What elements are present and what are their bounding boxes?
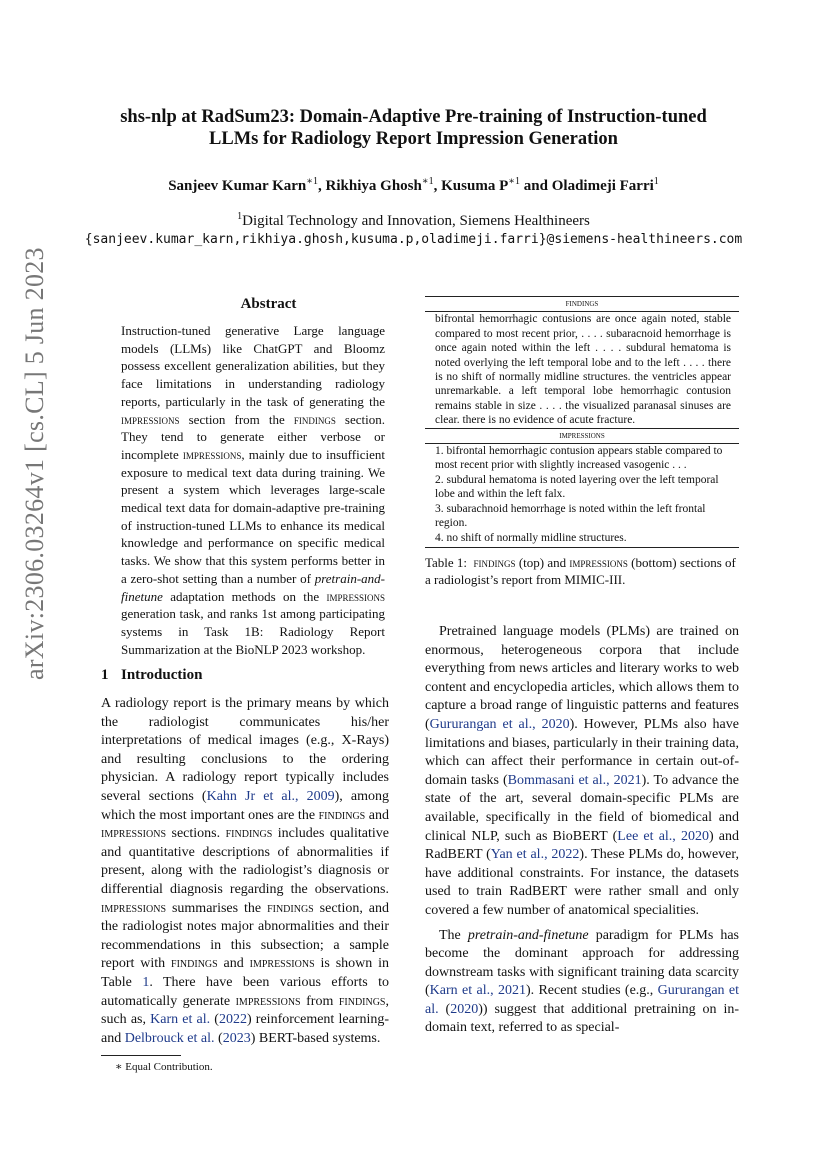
- title-line-2: LLMs for Radiology Report Impression Generation: [209, 129, 618, 149]
- affiliation: [80, 211, 747, 230]
- citation-link[interactable]: Gururangan et al.: [425, 983, 739, 1017]
- abstract-text: , mainly due to insufficient exposure to medical text data during training. We present a system which leverages large-scale medical text data for domain-adaptive pre-training of instruction-tuned LLMs to enhance its medical knowledge and performance on specific medical tasks. We show that this system performs better in a zero-shot setting than a number of: [121, 446, 385, 586]
- intro-text: summarises the: [166, 900, 268, 916]
- abstract-body: [121, 322, 385, 658]
- author-3: Kusuma P: [441, 178, 509, 194]
- caption-term: impressions: [569, 555, 628, 570]
- paragraph: [425, 623, 739, 921]
- citation-link[interactable]: Kahn Jr et al., 2009: [206, 788, 335, 804]
- body-text: ) and RadBERT (: [425, 828, 740, 863]
- body-emphasis: pretrain-and-finetune: [467, 927, 589, 943]
- findings-cell: bifrontal hemorrhagic contusions are once again noted, stable compared to most recent prior, . . . . subaracnoid hemorrhage is once again noted within the left . . . . subdural hematoma is noted overlying the left temporal lobe and to the left . . . . there is no shift of normally midline structures. the ventricles appear unremarkable. a left temporal lobe hemorrhagic contusion remains stable in size . . . . the visualized paranasal sinuses are clear. there is no evidence of acute fracture.: [435, 313, 731, 427]
- impression-item: 1. bifrontal hemorrhagic contusion appears stable compared to most recent prior with slightly increased vasogenic . . .: [435, 445, 723, 472]
- intro-text: ), among which the most important ones are the: [101, 788, 389, 823]
- table-bottom-rule: [425, 547, 739, 548]
- caption-term: findings: [473, 555, 516, 570]
- section-heading-introduction: [101, 667, 202, 684]
- intro-text: includes qualitative and quantitative descriptions of abnormalities if present, along with the radiologist’s diagnosis or differential diagnosis regarding the observations.: [101, 826, 389, 897]
- intro-text: is shown in Table: [101, 956, 389, 990]
- body-text: paradigm for PLMs has become the dominant approach for addressing downstream tasks with significant training data scarcity (: [425, 927, 740, 999]
- intro-term: impressions: [101, 900, 167, 916]
- citation-link[interactable]: Lee et al., 2020: [617, 828, 709, 844]
- abstract-term: impressions: [182, 446, 242, 462]
- author-4: Oladimeji Farri: [551, 178, 654, 194]
- body-text: ). However, PLMs also have limitations and biases, particularly in their training data, which can affect their performance in certain out-of-domain tasks (: [425, 716, 739, 788]
- intro-text: and: [365, 807, 389, 823]
- intro-text: ) BERT-based systems.: [250, 1030, 381, 1046]
- intro-text: ) reinforcement learning- and: [101, 1012, 389, 1046]
- intro-text: (: [214, 1030, 223, 1046]
- citation-link[interactable]: Bommasani et al., 2021: [507, 772, 642, 788]
- citation-link[interactable]: 2020: [450, 1001, 479, 1017]
- footnote: ∗ Equal Contribution.: [115, 1061, 213, 1073]
- arxiv-identifier[interactable]: arXiv:2306.03264v1 [cs.CL] 5 Jun 2023: [20, 247, 49, 680]
- intro-term: findings: [318, 807, 366, 823]
- impression-item: 4. no shift of normally midline structures.: [435, 531, 627, 544]
- citation-link[interactable]: Gururangan et al., 2020: [429, 716, 570, 732]
- abstract-text: Instruction-tuned generative Large language models (LLMs) like ChatGPT and Bloomz possess excellent generalization abilities, but they face limitations in understanding radiology reports, particularly in the task of generating the: [121, 323, 385, 409]
- abstract-term: findings: [293, 411, 336, 427]
- intro-text: A radiology report is the primary means by which the radiologist communicates his/her interpretations of medical images (e.g., X-Rays) and resulting conclusions to the ordering physician. A radiology report typically includes several sections (: [101, 696, 389, 804]
- author-1-mark: ∗1: [306, 176, 319, 187]
- body-text: (: [438, 1001, 451, 1017]
- intro-term: impressions: [101, 826, 167, 842]
- caption-label: Table 1:: [425, 555, 468, 570]
- affiliation-text: Digital Technology and Innovation, Siemens Healthineers: [242, 213, 590, 229]
- table-1: [425, 296, 739, 548]
- paper-title: [80, 106, 747, 150]
- intro-text: section, and the radiologist notes major abnormalities and their recommendations in this subsection; a sample report with: [101, 900, 389, 972]
- body-text: The: [439, 927, 468, 943]
- body-text: )) suggest that additional pretraining on in-domain text, referred to as special-: [425, 1001, 739, 1036]
- abstract-term: impressions: [326, 588, 385, 604]
- introduction-body: [101, 695, 389, 1048]
- body-text: ). To advance the state of the art, several domain-specific PLMs are available, specifically in the field of biomedical and clinical NLP, such as BioBERT (: [425, 772, 739, 844]
- abstract-text: adaptation methods on the: [162, 588, 327, 604]
- author-2: Rikhiya Ghosh: [325, 178, 422, 194]
- body-text: ). These PLMs do, however, have additional constraints. For instance, the datasets used to train RadBERT were rather small and only covered a few number of anatomical specialities.: [425, 847, 739, 918]
- findings-header: findings: [565, 298, 599, 309]
- abstract-text: section. They tend to generate either verbose or incomplete: [121, 411, 385, 462]
- title-line-1: shs-nlp at RadSum23: Domain-Adaptive Pre-training of Instruction-tuned: [120, 107, 707, 127]
- intro-term: findings: [171, 956, 218, 972]
- author-emails[interactable]: {sanjeev.kumar_karn,rikhiya.ghosh,kusuma.p,oladimeji.farri}@siemens-healthineers.com: [84, 232, 743, 247]
- intro-term: findings: [225, 826, 273, 842]
- abstract-term: impressions: [121, 411, 180, 427]
- table-ref-link[interactable]: 1: [142, 974, 150, 990]
- paragraph: [425, 927, 739, 1039]
- caption-text: (top) and: [515, 555, 570, 570]
- author-2-mark: ∗1: [421, 176, 434, 187]
- citation-link[interactable]: Delbrouck et al.: [124, 1030, 215, 1046]
- author-list: Sanjeev Kumar Karn$^{∗1}$, Rikhiya Ghosh$^{∗1}$, Kusuma $P^{∗1}$ and Oladimeji Farri$^1$: [168, 176, 659, 194]
- body-text: ). Recent studies (e.g.,: [525, 983, 658, 999]
- intro-text: from: [300, 993, 339, 1009]
- impression-item: 3. subarachnoid hemorrhage is noted within the left frontal region.: [435, 502, 706, 530]
- intro-text: and: [217, 956, 250, 972]
- citation-link[interactable]: 2022: [218, 1012, 247, 1028]
- right-column-body: [425, 623, 739, 1038]
- abstract-emphasis: pretrain-and-finetune: [121, 570, 385, 604]
- author-conjunction: and: [523, 178, 548, 194]
- impression-item: 2. subdural hematoma is noted layering over the left temporal lobe and within the left falx.: [435, 473, 719, 501]
- intro-term: findings: [338, 993, 386, 1009]
- impressions-header: impressions: [559, 429, 605, 441]
- body-text: Pretrained language models (PLMs) are trained on enormous, heterogeneous corpora that include everything from news articles and literary works to web content and encyclopedia articles, which allows them to capture a broad range of linguistic patterns and features (: [425, 624, 739, 732]
- intro-text: (: [210, 1012, 219, 1028]
- citation-link[interactable]: 2023: [222, 1030, 251, 1046]
- citation-link[interactable]: Yan et al., 2022: [490, 847, 580, 863]
- section-title: Introduction: [121, 667, 203, 683]
- abstract-heading: Abstract: [240, 296, 297, 312]
- author-3-mark: ∗1: [508, 176, 521, 187]
- abstract-text: section from the: [179, 411, 294, 427]
- author-4-mark: 1: [653, 176, 659, 187]
- section-number: 1: [101, 667, 109, 683]
- intro-text: , such as,: [101, 993, 389, 1028]
- intro-text: . There have been various efforts to automatically generate: [101, 974, 389, 1009]
- footnote-divider: [101, 1055, 181, 1056]
- author-1: Sanjeev Kumar Karn: [168, 178, 307, 194]
- intro-text: sections.: [166, 826, 226, 842]
- citation-link[interactable]: Karn et al.: [150, 1012, 211, 1028]
- intro-term: impressions: [249, 956, 315, 972]
- abstract-text: generation task, and ranks 1st among participating systems in Task 1B: Radiology Report Summarization at the BioNLP 2023 workshop.: [121, 606, 385, 657]
- caption-text: (bottom) sections of a radiologist’s report from MIMIC-III.: [425, 555, 736, 587]
- intro-term: impressions: [235, 993, 301, 1009]
- affiliation-mark: 1: [237, 211, 243, 222]
- citation-link[interactable]: Karn et al., 2021: [429, 983, 526, 999]
- table-caption: [425, 554, 739, 588]
- intro-term: findings: [267, 900, 314, 916]
